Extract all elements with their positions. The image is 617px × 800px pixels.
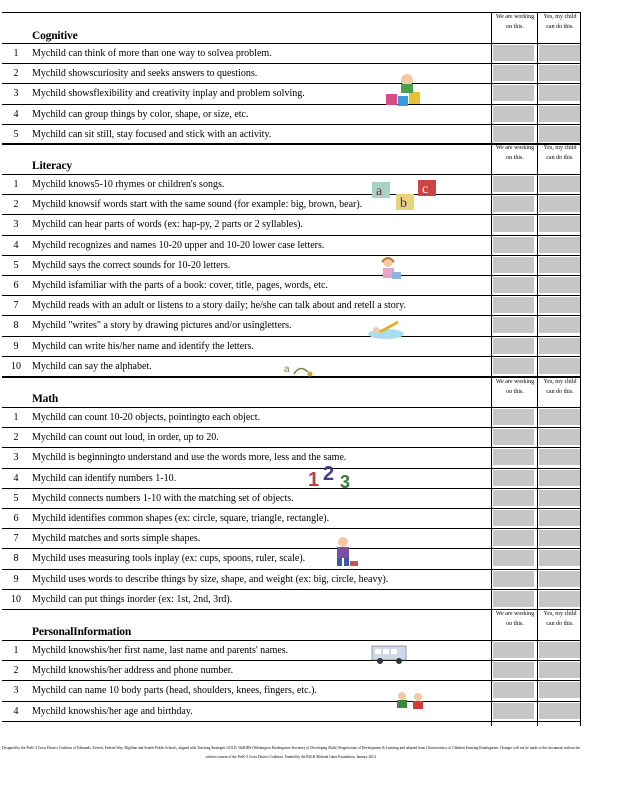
checklist-row <box>0 174 617 194</box>
working-on-this-checkbox[interactable] <box>493 85 534 101</box>
item-text: Mychild "writes" a story by drawing pictures and/or usingletters. <box>32 320 292 332</box>
section-top-rule <box>2 609 580 610</box>
checklist-row <box>0 660 617 680</box>
item-text: Mychild can think of more than one way to solvea problem. <box>32 48 272 59</box>
checklist-row <box>0 255 617 275</box>
item-text: Mychild can count 10-20 objects, pointingto each object. <box>32 412 260 423</box>
checklist-row <box>0 214 617 234</box>
writing-pencil-icon <box>366 320 408 342</box>
numbers-1-2-3-icon <box>306 462 366 492</box>
item-text: Mychild can identify numbers 1-10. <box>32 472 177 484</box>
item-text: Mychild identifies common shapes (ex: circle, square, triangle, rectangle). <box>32 513 330 524</box>
checklist-row <box>0 235 617 255</box>
can-do-this-checkbox[interactable] <box>539 642 580 658</box>
item-number: 4 <box>13 472 19 484</box>
section-title: Math <box>32 393 59 405</box>
working-on-this-checkbox[interactable] <box>493 490 534 506</box>
can-do-this-checkbox[interactable] <box>539 45 580 61</box>
item-number: 5 <box>13 492 19 504</box>
item-number: 3 <box>13 88 19 100</box>
body-parts-icon <box>394 690 430 712</box>
checklist-row <box>0 569 617 589</box>
working-on-this-checkbox[interactable] <box>493 662 534 678</box>
working-on-this-checkbox[interactable] <box>493 338 534 354</box>
checklist-row <box>0 427 617 447</box>
toy-blocks-icon <box>384 70 424 110</box>
item-text: Mychild can name 10 body parts (head, shoulders, knees, fingers, etc.). <box>32 685 317 697</box>
can-do-this-checkbox[interactable] <box>539 106 580 122</box>
item-text: Mychild knowshis/her address and phone number. <box>32 665 234 677</box>
reading-child-icon <box>376 254 406 284</box>
section-top-rule <box>2 12 580 13</box>
item-text: Mychild uses measuring tools inplay (ex: cups, spoons, ruler, scale). <box>32 553 306 565</box>
item-number: 4 <box>13 239 19 251</box>
school-bus-icon <box>370 642 410 666</box>
working-on-this-checkbox[interactable] <box>493 196 534 212</box>
svg-text:3: 3 <box>340 472 351 492</box>
working-on-this-checkbox[interactable] <box>493 510 534 526</box>
can-do-this-checkbox[interactable] <box>539 216 580 232</box>
checklist-row <box>0 528 617 548</box>
item-number: 4 <box>13 705 19 717</box>
can-do-this-checkbox[interactable] <box>539 470 580 486</box>
item-number: 8 <box>13 553 19 565</box>
working-on-this-checkbox[interactable] <box>493 277 534 293</box>
can-do-this-checkbox[interactable] <box>539 530 580 546</box>
can-do-this-checkbox[interactable] <box>539 571 580 587</box>
working-on-this-checkbox[interactable] <box>493 126 534 142</box>
can-do-this-checkbox[interactable] <box>539 429 580 445</box>
can-do-this-checkbox[interactable] <box>539 490 580 506</box>
checklist-row <box>0 275 617 295</box>
item-number: 10 <box>11 593 21 605</box>
item-number: 9 <box>13 340 19 352</box>
checklist-row <box>0 194 617 214</box>
item-number: 6 <box>13 513 19 524</box>
section-title: Cognitive <box>32 30 78 42</box>
can-do-this-checkbox[interactable] <box>539 65 580 81</box>
item-number: 1 <box>13 48 19 59</box>
item-text: Mychild can sit still, stay focused and stick with an activity. <box>32 128 272 140</box>
working-on-this-checkbox[interactable] <box>493 45 534 61</box>
working-on-this-checkbox[interactable] <box>493 571 534 587</box>
checklist-row <box>0 124 617 144</box>
item-number: 1 <box>13 179 19 190</box>
can-do-this-checkbox[interactable] <box>539 176 580 192</box>
item-number: 3 <box>13 452 19 464</box>
checklist-row <box>0 295 617 315</box>
alphabet-bird-icon <box>282 360 316 380</box>
item-number: 4 <box>13 108 19 120</box>
item-text: Mychild uses words to describe things by size, shape, and weight (ex: big, circle, heavy). <box>32 573 389 585</box>
svg-text:2: 2 <box>323 463 335 485</box>
svg-text:a: a <box>284 364 290 375</box>
item-number: 5 <box>13 259 19 271</box>
item-text: Mychild can hear parts of words (ex: hap-py, 2 parts or 2 syllables). <box>32 219 303 231</box>
can-do-this-checkbox[interactable] <box>539 550 580 566</box>
item-text: Mychild can write his/her name and identify the letters. <box>32 340 254 352</box>
item-text: Mychild can group things by color, shape, or size, etc. <box>32 108 249 120</box>
working-on-this-checkbox[interactable] <box>493 449 534 465</box>
can-do-this-checkbox[interactable] <box>539 358 580 374</box>
can-do-this-checkbox[interactable] <box>539 682 580 698</box>
can-do-this-checkbox[interactable] <box>539 409 580 425</box>
can-do-this-checkbox[interactable] <box>539 85 580 101</box>
working-on-this-checkbox[interactable] <box>493 65 534 81</box>
working-on-this-checkbox[interactable] <box>493 550 534 566</box>
item-text: Mychild recognizes and names 10-20 upper and 10-20 lower case letters. <box>32 239 325 251</box>
item-text: Mychild knows5-10 rhymes or children's songs. <box>32 179 225 190</box>
can-do-this-checkbox[interactable] <box>539 662 580 678</box>
header-working-on-this: We are working on this. <box>495 145 535 161</box>
item-number: 2 <box>13 665 19 677</box>
working-on-this-checkbox[interactable] <box>493 409 534 425</box>
can-do-this-checkbox[interactable] <box>539 237 580 253</box>
section-title: Literacy <box>32 160 72 172</box>
header-working-on-this: We are working on this. <box>495 14 535 30</box>
item-number: 7 <box>13 300 19 312</box>
working-on-this-checkbox[interactable] <box>493 257 534 273</box>
working-on-this-checkbox[interactable] <box>493 682 534 698</box>
header-working-on-this: We are working on this. <box>495 611 535 627</box>
checklist-row <box>0 548 617 568</box>
working-on-this-checkbox[interactable] <box>493 216 534 232</box>
item-text: Mychild knowshis/her age and birthday. <box>32 705 193 717</box>
checklist-row <box>0 508 617 528</box>
header-can-do-this: Yes, my child can do this. <box>543 145 577 161</box>
item-number: 6 <box>13 280 19 291</box>
working-on-this-checkbox[interactable] <box>493 237 534 253</box>
item-text: Mychild isfamiliar with the parts of a book: cover, title, pages, words, etc. <box>32 280 328 291</box>
checklist-row <box>0 336 617 356</box>
header-can-do-this: Yes, my child can do this. <box>543 14 577 30</box>
item-number: 2 <box>13 68 19 80</box>
item-number: 2 <box>13 432 19 444</box>
section-top-rule <box>2 143 580 144</box>
section-bottom-rule <box>2 721 580 722</box>
working-on-this-checkbox[interactable] <box>493 176 534 192</box>
can-do-this-checkbox[interactable] <box>539 703 580 719</box>
item-number: 9 <box>13 573 19 585</box>
can-do-this-checkbox[interactable] <box>539 338 580 354</box>
can-do-this-checkbox[interactable] <box>539 277 580 293</box>
checklist-row <box>0 407 617 427</box>
item-text: Mychild showsflexibility and creativity inplay and problem solving. <box>32 88 305 100</box>
svg-text:a: a <box>376 184 383 199</box>
checklist-row <box>0 63 617 83</box>
item-number: 3 <box>13 219 19 231</box>
working-on-this-checkbox[interactable] <box>493 297 534 313</box>
item-text: Mychild can count out loud, in order, up to 20. <box>32 432 219 444</box>
item-text: Mychild reads with an adult or listens to a story daily; he/she can talk about and retell a story. <box>32 300 406 312</box>
item-number: 5 <box>13 128 19 140</box>
can-do-this-checkbox[interactable] <box>539 449 580 465</box>
working-on-this-checkbox[interactable] <box>493 317 534 333</box>
can-do-this-checkbox[interactable] <box>539 257 580 273</box>
working-on-this-checkbox[interactable] <box>493 470 534 486</box>
item-number: 7 <box>13 533 19 545</box>
svg-text:1: 1 <box>308 469 320 491</box>
item-text: Mychild can put things inorder (ex: 1st, 2nd, 3rd). <box>32 593 233 605</box>
svg-text:c: c <box>422 182 429 197</box>
header-can-do-this: Yes, my child can do this. <box>543 379 577 395</box>
item-text: Mychild is beginningto understand and use the words more, less and the same. <box>32 452 347 464</box>
can-do-this-checkbox[interactable] <box>539 126 580 142</box>
checklist-row <box>0 43 617 63</box>
checklist-row <box>0 680 617 700</box>
header-can-do-this: Yes, my child can do this. <box>543 611 577 627</box>
alphabet-blocks-icon <box>370 178 440 214</box>
working-on-this-checkbox[interactable] <box>493 703 534 719</box>
working-on-this-checkbox[interactable] <box>493 106 534 122</box>
item-number: 8 <box>13 320 19 332</box>
can-do-this-checkbox[interactable] <box>539 297 580 313</box>
can-do-this-checkbox[interactable] <box>539 591 580 607</box>
item-text: Mychild showscuriosity and seeks answers to questions. <box>32 68 258 80</box>
working-on-this-checkbox[interactable] <box>493 358 534 374</box>
can-do-this-checkbox[interactable] <box>539 510 580 526</box>
item-number: 1 <box>13 645 19 656</box>
checklist-row <box>0 701 617 721</box>
checklist-row <box>0 83 617 103</box>
checklist-row <box>0 315 617 335</box>
footer-credits: Designed by the PreK-3 Cross District Coalition of Edmonds, Everett, Federal Way, Highline and Seattle Public Schools, aligned with Teaching Strategies GOLD, WaKIDS (Washington Kindergarten Inventory of Developing Skills) Progressions of Development & Learning and adapted from Characteristics of Children Entering Kindergarten. Changes will not be made to this document without the written consent of the PreK-3 Cross District Coalition. Funded by the Bill & Melinda Gates Foundation. January 2014. <box>2 746 580 759</box>
item-text: Mychild knowshis/her first name, last name and parents' names. <box>32 645 289 656</box>
working-on-this-checkbox[interactable] <box>493 530 534 546</box>
item-number: 10 <box>11 360 21 372</box>
working-on-this-checkbox[interactable] <box>493 642 534 658</box>
item-text: Mychild knowsif words start with the same sound (for example: big, brown, bear). <box>32 199 363 211</box>
item-number: 2 <box>13 199 19 211</box>
working-on-this-checkbox[interactable] <box>493 429 534 445</box>
item-text: Mychild says the correct sounds for 10-20 letters. <box>32 259 231 271</box>
item-text: Mychild connects numbers 1-10 with the matching set of objects. <box>32 492 294 504</box>
checklist-row <box>0 589 617 609</box>
working-on-this-checkbox[interactable] <box>493 591 534 607</box>
checklist-row <box>0 640 617 660</box>
svg-text:b: b <box>400 196 407 211</box>
can-do-this-checkbox[interactable] <box>539 196 580 212</box>
item-text: Mychild matches and sorts simple shapes. <box>32 533 201 545</box>
checklist-row <box>0 104 617 124</box>
measuring-child-icon <box>330 535 360 569</box>
item-number: 1 <box>13 412 19 423</box>
item-number: 3 <box>13 685 19 697</box>
item-text: Mychild can say the alphabet. <box>32 360 152 372</box>
header-working-on-this: We are working on this. <box>495 379 535 395</box>
section-title: PersonalInformation <box>32 626 132 638</box>
can-do-this-checkbox[interactable] <box>539 317 580 333</box>
